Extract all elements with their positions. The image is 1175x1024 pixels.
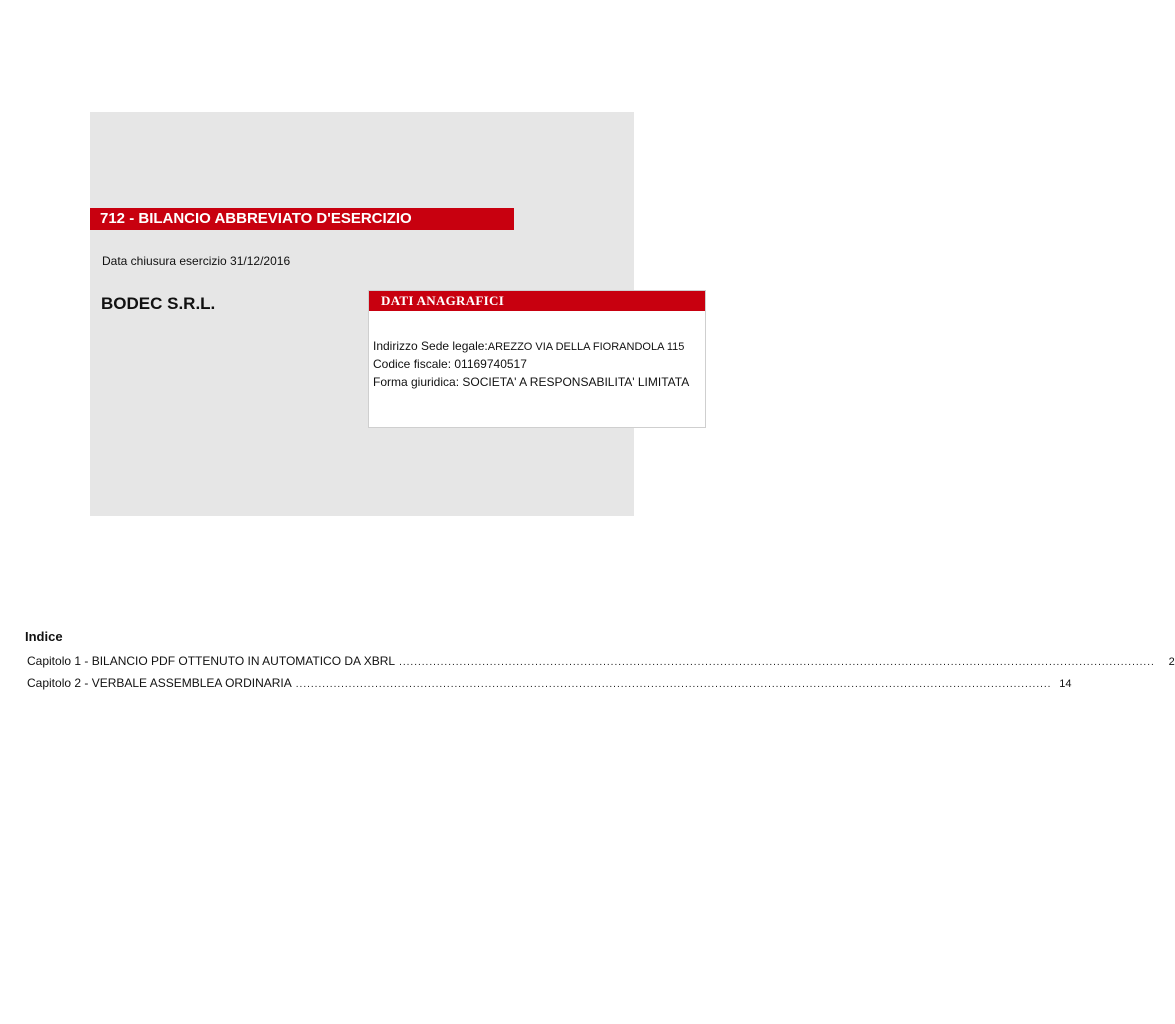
toc-entry-label: Capitolo 2 - VERBALE ASSEMBLEA ORDINARIA (27, 676, 292, 690)
company-name: BODEC S.R.L. (101, 294, 216, 313)
toc-entry-page: 2 (1168, 656, 1175, 668)
address-row (373, 339, 684, 353)
index-title: Indice (25, 629, 63, 644)
toc-entry[interactable] (27, 654, 1175, 670)
tax-code-row: Codice fiscale: 01169740517 (373, 357, 527, 371)
anagrafici-box (368, 290, 706, 428)
address-value: AREZZO VIA DELLA FIORANDOLA 115 (487, 341, 685, 353)
closing-date: Data chiusura esercizio 31/12/2016 (102, 254, 291, 268)
address-label: Indirizzo Sede legale: (373, 339, 488, 353)
legal-form-row: Forma giuridica: SOCIETA' A RESPONSABILITA' LIMITATA (373, 375, 690, 389)
anagrafici-header: DATI ANAGRAFICI (369, 291, 705, 311)
toc-entry-label: Capitolo 1 - BILANCIO PDF OTTENUTO IN AUTOMATICO DA XBRL (27, 654, 396, 668)
toc-entry[interactable] (27, 676, 1072, 692)
toc-leader-dots: ........................................................................................................................................................................................................ (295, 679, 1052, 690)
toc-entry-page: 14 (1059, 678, 1072, 690)
document-title: 712 - BILANCIO ABBREVIATO D'ESERCIZIO (90, 208, 514, 230)
toc-leader-dots: ........................................................................................................................................................................................................ (399, 657, 1155, 668)
